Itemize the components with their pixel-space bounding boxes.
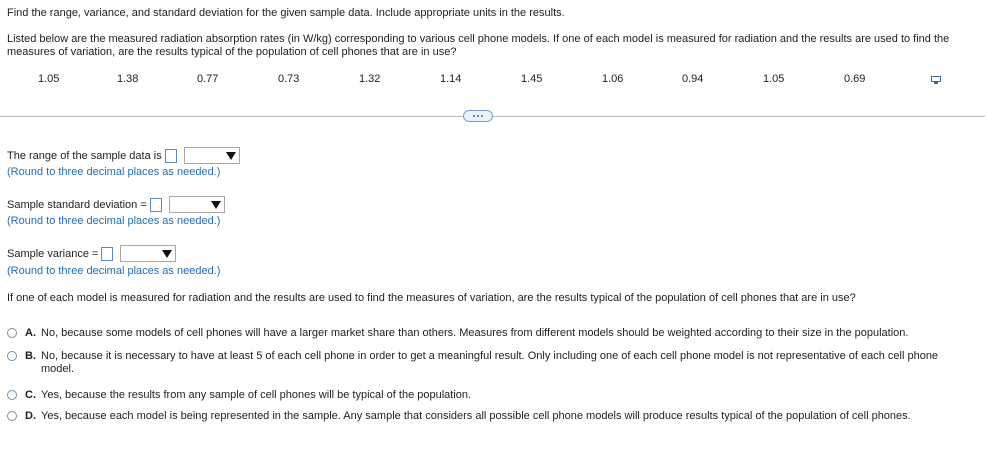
data-value: 1.38 xyxy=(117,73,139,85)
variance-rounding-hint: (Round to three decimal places as needed.) xyxy=(7,265,221,277)
dropdown-arrow-icon xyxy=(162,250,172,258)
std-dev-label: Sample standard deviation = xyxy=(7,198,147,211)
data-values-row xyxy=(0,73,988,89)
expand-more-button[interactable] xyxy=(463,110,493,122)
dropdown-arrow-icon xyxy=(211,201,221,209)
radio-button[interactable] xyxy=(7,328,17,338)
variance-unit-dropdown[interactable] xyxy=(120,245,176,262)
range-input[interactable] xyxy=(165,149,177,163)
range-unit-dropdown[interactable] xyxy=(184,147,240,164)
option-letter: D. xyxy=(25,410,36,422)
radio-button[interactable] xyxy=(7,411,17,421)
range-answer-row xyxy=(7,147,240,164)
question-text: If one of each model is measured for radiation and the results are used to find the measures of variation, are the results typical of the population of cell phones that are in use? xyxy=(7,292,856,304)
instructions: Find the range, variance, and standard deviation for the given sample data. Include appropriate units in the results. xyxy=(7,7,565,19)
std-dev-answer-row xyxy=(7,196,225,213)
option-letter: C. xyxy=(25,389,36,401)
copy-data-icon[interactable] xyxy=(931,75,941,85)
option-letter: B. xyxy=(25,350,36,362)
std-dev-unit-dropdown[interactable] xyxy=(169,196,225,213)
data-value: 1.32 xyxy=(359,73,381,85)
data-value: 1.14 xyxy=(440,73,462,85)
option-c[interactable] xyxy=(7,389,977,402)
data-value: 1.06 xyxy=(602,73,624,85)
data-value: 0.77 xyxy=(197,73,219,85)
radio-button[interactable] xyxy=(7,351,17,361)
option-letter: A. xyxy=(25,327,36,339)
variance-label: Sample variance = xyxy=(7,247,99,260)
data-value: 1.05 xyxy=(763,73,785,85)
option-text: No, because it is necessary to have at least 5 of each cell phone in order to get a meaningful result. Only including one of each cell phone model is not representative of each cell phone model. xyxy=(41,350,939,375)
option-text: No, because some models of cell phones will have a larger market share than others. Measures from different models should be weighted according to their size in the population. xyxy=(41,327,909,339)
range-rounding-hint: (Round to three decimal places as needed.) xyxy=(7,166,221,178)
option-b[interactable] xyxy=(7,350,967,376)
radio-button[interactable] xyxy=(7,390,17,400)
std-dev-rounding-hint: (Round to three decimal places as needed.) xyxy=(7,215,221,227)
option-a[interactable] xyxy=(7,327,977,340)
variance-answer-row xyxy=(7,245,176,262)
std-dev-input[interactable] xyxy=(150,198,162,212)
range-label: The range of the sample data is xyxy=(7,149,162,162)
option-d[interactable] xyxy=(7,410,977,423)
data-value: 1.45 xyxy=(521,73,543,85)
option-text: Yes, because each model is being represented in the sample. Any sample that considers all possible cell phone models will produce results typical of the population of cell phones. xyxy=(41,410,911,422)
option-text: Yes, because the results from any sample of cell phones will be typical of the population. xyxy=(41,389,472,401)
data-value: 1.05 xyxy=(38,73,60,85)
data-value: 0.69 xyxy=(844,73,866,85)
problem-description: Listed below are the measured radiation absorption rates (in W/kg) corresponding to various cell phone models. If one of each model is measured for radiation and the results are used to find the measures of variation, are the results typical of the population of cell phones that are in use? xyxy=(7,33,950,58)
data-value: 0.94 xyxy=(682,73,704,85)
data-value: 0.73 xyxy=(278,73,300,85)
dropdown-arrow-icon xyxy=(226,152,236,160)
variance-input[interactable] xyxy=(101,247,113,261)
